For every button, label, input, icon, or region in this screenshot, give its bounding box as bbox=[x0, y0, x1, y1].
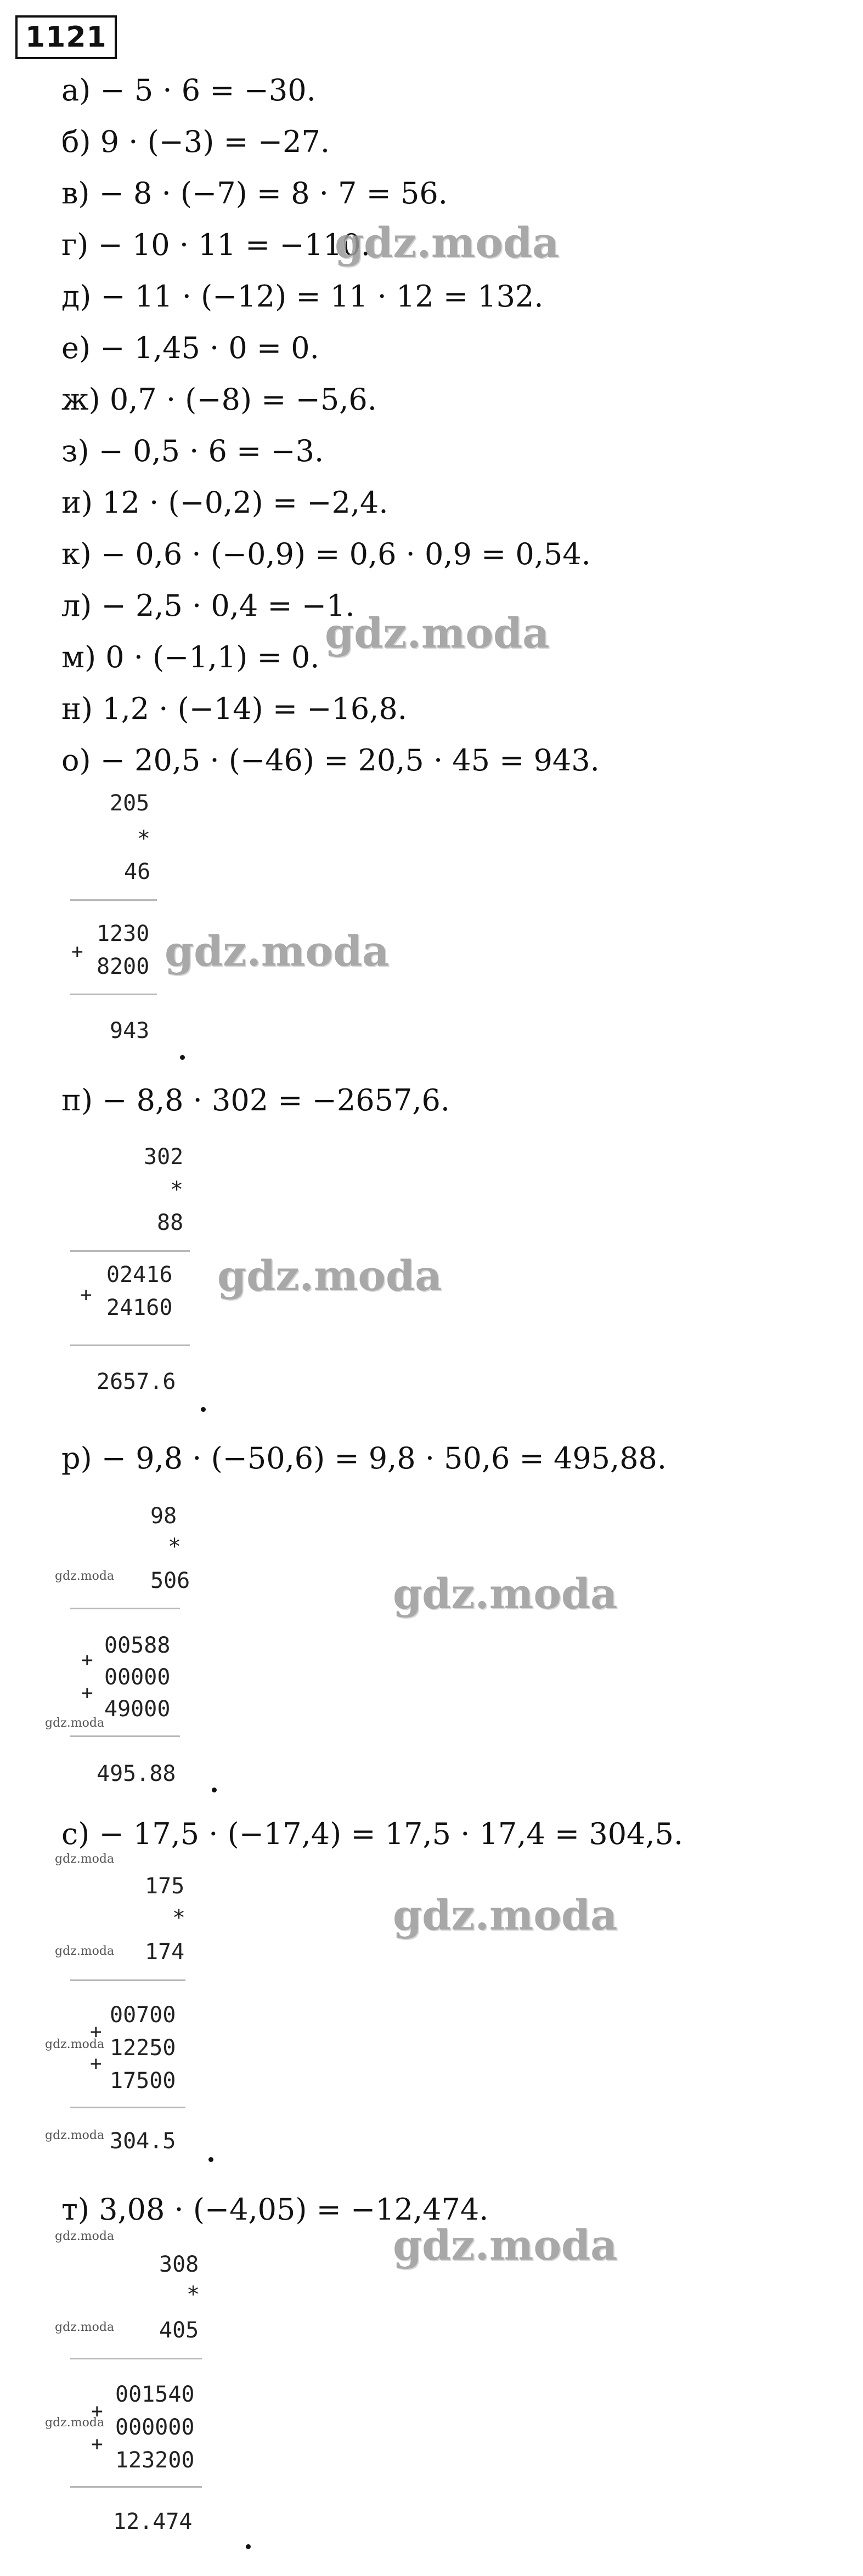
divider-line bbox=[70, 1250, 190, 1252]
partial-product-2: 24160 bbox=[106, 1295, 173, 1320]
period-dot bbox=[212, 1788, 217, 1792]
watermark-small: gdz.moda bbox=[55, 1569, 115, 1583]
calc-multiplier: 88 bbox=[157, 1210, 184, 1235]
partial-product-3: 49000 bbox=[104, 1696, 171, 1722]
calc-top-number: 175 bbox=[145, 1874, 185, 1899]
plus-sign: + bbox=[80, 1284, 92, 1306]
equation-a: а) − 5 · 6 = −30. bbox=[61, 73, 316, 107]
equation-t: т) 3,08 · (−4,05) = −12,474. bbox=[61, 2192, 489, 2227]
equation-d: д) − 11 · (−12) = 11 · 12 = 132. bbox=[61, 279, 544, 314]
divider-line bbox=[70, 2358, 202, 2359]
equation-i: и) 12 · (−0,2) = −2,4. bbox=[61, 485, 388, 520]
watermark-small: gdz.moda bbox=[45, 2038, 105, 2051]
equation-r: р) − 9,8 · (−50,6) = 9,8 · 50,6 = 495,88. bbox=[61, 1441, 667, 1476]
multiply-sign: * bbox=[187, 2282, 200, 2307]
divider-line bbox=[70, 899, 157, 901]
watermark: gdz.moda bbox=[393, 1891, 618, 1939]
equation-k: к) − 0,6 · (−0,9) = 0,6 · 0,9 = 0,54. bbox=[61, 537, 591, 571]
calc-result: 304.5 bbox=[110, 2129, 176, 2154]
equation-p: п) − 8,8 · 302 = −2657,6. bbox=[61, 1083, 450, 1117]
divider-line bbox=[70, 994, 157, 995]
divider-line bbox=[70, 1608, 180, 1609]
calc-multiplier: 46 bbox=[124, 859, 151, 884]
watermark: gdz.moda bbox=[217, 1251, 442, 1300]
calc-result: 943 bbox=[110, 1018, 150, 1043]
equation-m: м) 0 · (−1,1) = 0. bbox=[61, 640, 320, 674]
period-dot bbox=[201, 1407, 206, 1412]
divider-line bbox=[70, 2107, 185, 2108]
calc-multiplier: 174 bbox=[145, 1939, 185, 1965]
multiply-sign: * bbox=[137, 826, 151, 852]
multiply-sign: * bbox=[170, 1177, 184, 1202]
calc-top-number: 98 bbox=[150, 1503, 177, 1529]
calc-result: 495.88 bbox=[97, 1761, 176, 1786]
period-dot bbox=[180, 1055, 185, 1060]
period-dot bbox=[246, 2544, 251, 2549]
equation-e: е) − 1,45 · 0 = 0. bbox=[61, 331, 319, 365]
plus-sign: + bbox=[71, 940, 83, 963]
plus-sign: + bbox=[81, 1649, 93, 1671]
partial-product-1: 00588 bbox=[104, 1633, 171, 1658]
partial-product-1: 1230 bbox=[97, 921, 150, 946]
calc-multiplier: 506 bbox=[150, 1568, 190, 1593]
partial-product-1: 001540 bbox=[115, 2382, 195, 2407]
watermark-small: gdz.moda bbox=[55, 1852, 115, 1866]
watermark-small: gdz.moda bbox=[55, 2320, 115, 2334]
equation-b: б) 9 · (−3) = −27. bbox=[61, 124, 330, 159]
watermark: gdz.moda bbox=[393, 1569, 618, 1618]
equation-zh: ж) 0,7 · (−8) = −5,6. bbox=[61, 382, 377, 417]
equation-o: о) − 20,5 · (−46) = 20,5 · 45 = 943. bbox=[61, 743, 600, 778]
partial-product-3: 17500 bbox=[110, 2068, 176, 2093]
watermark: gdz.moda bbox=[325, 609, 550, 657]
equation-n: н) 1,2 · (−14) = −16,8. bbox=[61, 691, 407, 726]
watermark-small: gdz.moda bbox=[55, 2229, 115, 2243]
plus-sign: + bbox=[90, 2021, 102, 2043]
partial-product-2: 8200 bbox=[97, 954, 150, 979]
equation-v: в) − 8 · (−7) = 8 · 7 = 56. bbox=[61, 176, 448, 211]
calc-top-number: 308 bbox=[159, 2252, 199, 2277]
partial-product-1: 02416 bbox=[106, 1262, 173, 1287]
equation-z: з) − 0,5 · 6 = −3. bbox=[61, 434, 324, 468]
partial-product-2: 12250 bbox=[110, 2035, 176, 2061]
multiply-sign: * bbox=[168, 1534, 182, 1559]
divider-line bbox=[70, 1979, 185, 1981]
calc-top-number: 302 bbox=[144, 1144, 184, 1170]
watermark: gdz.moda bbox=[335, 218, 560, 267]
calc-top-number: 205 bbox=[110, 791, 150, 816]
divider-line bbox=[70, 2486, 202, 2488]
partial-product-1: 00700 bbox=[110, 2002, 176, 2028]
problem-number: 1121 bbox=[15, 15, 117, 59]
equation-l: л) − 2,5 · 0,4 = −1. bbox=[61, 588, 355, 623]
plus-sign: + bbox=[91, 2400, 103, 2422]
calc-result: 2657.6 bbox=[97, 1369, 176, 1394]
watermark: gdz.moda bbox=[393, 2221, 618, 2269]
watermark-small: gdz.moda bbox=[45, 2129, 105, 2142]
watermark-small: gdz.moda bbox=[45, 2416, 105, 2430]
watermark: gdz.moda bbox=[165, 927, 390, 975]
equation-s: с) − 17,5 · (−17,4) = 17,5 · 17,4 = 304,5. bbox=[61, 1817, 684, 1851]
partial-product-2: 00000 bbox=[104, 1665, 171, 1690]
partial-product-3: 123200 bbox=[115, 2448, 195, 2473]
watermark-small: gdz.moda bbox=[55, 1944, 115, 1958]
calc-multiplier: 405 bbox=[159, 2318, 199, 2343]
equation-g: г) − 10 · 11 = −110. bbox=[61, 228, 370, 262]
plus-sign: + bbox=[81, 1682, 93, 1704]
watermark-small: gdz.moda bbox=[45, 1716, 105, 1730]
plus-sign: + bbox=[91, 2433, 103, 2455]
multiply-sign: * bbox=[172, 1905, 186, 1931]
period-dot bbox=[208, 2157, 213, 2162]
calc-result: 12.474 bbox=[113, 2509, 193, 2534]
plus-sign: + bbox=[90, 2052, 102, 2075]
divider-line bbox=[70, 1735, 180, 1737]
divider-line bbox=[70, 1344, 190, 1346]
partial-product-2: 000000 bbox=[115, 2415, 195, 2440]
